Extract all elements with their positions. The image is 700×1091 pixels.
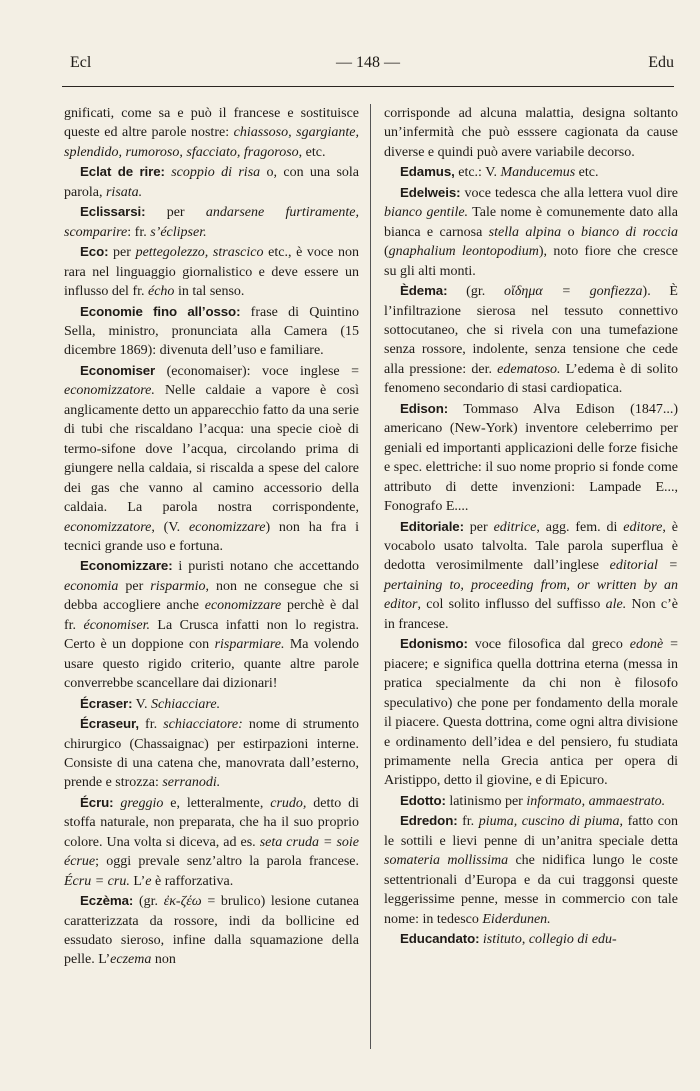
entry-text: Tale nome è comunemente dato alla bianca e carnosa xyxy=(384,205,678,240)
entry-headword: Écru: xyxy=(80,794,114,810)
entry-text: ( xyxy=(384,244,389,260)
running-head-right: Edu xyxy=(648,54,674,71)
italic-text: économiser. xyxy=(83,617,150,633)
entry-headword: Editoriale: xyxy=(400,518,464,534)
entry-text: per xyxy=(145,205,206,221)
italic-text: risparmiare. xyxy=(214,637,285,653)
italic-text: collegio di edu- xyxy=(528,932,617,948)
entry-text: , non ne consegue che si debba accogliere anche xyxy=(64,578,359,614)
running-head-left: Ecl xyxy=(70,54,92,71)
page-header xyxy=(62,50,674,76)
italic-text: serranodi. xyxy=(162,775,221,791)
entry-text: voce tedesca che alla lettera vuol dire xyxy=(460,185,678,201)
dictionary-entry xyxy=(384,162,678,182)
dictionary-entry xyxy=(384,811,678,929)
italic-text: seta cruda = soie écrue xyxy=(64,834,360,870)
entry-headword: Educandato: xyxy=(400,931,480,947)
italic-text: crudo, xyxy=(270,795,307,811)
left-column xyxy=(64,104,359,970)
entry-headword: Eclissarsi: xyxy=(80,204,146,220)
entry-text: ) non ha fra i tecnici grande uso e fortuna. xyxy=(64,519,360,554)
entry-continuation xyxy=(64,104,359,162)
entry-text: ). È l’infiltrazione sierosa nel tessuto connettivo sottocutaneo, che si rivela con una tumefazione senza rossore, indolente, senza tensione che cede alla pressione: der. xyxy=(384,284,678,377)
entry-text: (gr. xyxy=(447,284,504,300)
italic-text: economizzare xyxy=(188,519,266,535)
entry-text: L’ xyxy=(129,873,146,889)
dictionary-entry xyxy=(64,714,359,793)
italic-text: somateria mollissima xyxy=(384,853,509,869)
italic-text: bianco gentile. xyxy=(384,205,469,221)
dictionary-entry xyxy=(64,891,359,970)
italic-text: ale. xyxy=(605,597,627,613)
italic-text: schiacciatore: xyxy=(163,717,243,733)
dictionary-entry xyxy=(384,791,678,811)
entry-headword: Eczèma: xyxy=(80,893,134,909)
entry-headword: Edison: xyxy=(400,400,449,416)
italic-text: economia xyxy=(64,578,119,594)
entry-text: fr. xyxy=(138,717,164,733)
dictionary-entry xyxy=(64,694,359,714)
entry-text: : fr. xyxy=(127,224,151,240)
entry-text: o, con una sola parola, xyxy=(64,165,360,200)
entry-text: per xyxy=(108,245,136,261)
entry-headword: Economizzare: xyxy=(80,558,173,574)
entry-text: perchè è dal fr. xyxy=(64,598,359,633)
italic-text: gnaphalium leontopodium xyxy=(388,244,539,260)
header-rule xyxy=(62,86,674,87)
entry-text: per xyxy=(463,519,494,535)
entry-text: , agg. fem. di xyxy=(536,519,624,535)
entry-text: , etc. xyxy=(298,144,326,160)
italic-text: bianco di roccia xyxy=(580,224,678,240)
italic-text: editorial = pertaining to, proceeding from, or written by an editor xyxy=(384,558,679,613)
entry-text: , col solito influsso del suffisso xyxy=(417,597,606,613)
column-divider xyxy=(370,104,371,1049)
dictionary-entry xyxy=(64,242,359,301)
italic-text: edonè xyxy=(629,637,664,653)
dictionary-entry xyxy=(384,399,678,517)
entry-text: gnificati, come sa e può il francese e sostituisce queste ed altre parole nostre: xyxy=(64,106,359,141)
italic-text: Écru = cru. xyxy=(64,873,130,889)
entry-text: V. xyxy=(132,696,151,712)
italic-text: editrice xyxy=(493,519,537,535)
italic-text: economizzare xyxy=(204,598,282,614)
entry-text: ; oggi prevale senz’altro la parola francese. xyxy=(95,854,359,870)
entry-text: etc., è voce non rara nel linguaggio giornalistico e deve essere un influsso del fr. xyxy=(64,245,359,300)
entry-text: (economaiser): voce inglese = xyxy=(155,363,359,379)
italic-text: οἴδημα = gonfiezza xyxy=(503,284,643,300)
italic-text: stella alpina xyxy=(488,224,562,240)
entry-text: (gr. xyxy=(133,894,164,910)
dictionary-entry xyxy=(64,556,359,693)
entry-text: nome di strumento chirurgico (Chassaignac) per estirpazioni interne. Consiste di una catena che, manovrata dall’esterno, prende e strozza: xyxy=(64,717,359,791)
italic-text: editore xyxy=(623,519,663,535)
entry-text: L’edema è di solito fenomeno secondario di stasi cardiopatica. xyxy=(384,361,678,397)
italic-text: ammaestrato. xyxy=(588,793,666,809)
entry-text: , xyxy=(581,793,589,809)
italic-text: chiassoso, sgargiante, splendido, rumoroso, sfacciato, fragoroso xyxy=(64,125,359,160)
entry-text: fr. xyxy=(457,814,479,830)
entry-headword: Èdema: xyxy=(400,283,448,299)
entry-headword: Edredon: xyxy=(400,813,458,829)
entry-headword: Edelweis: xyxy=(400,184,461,200)
entry-text: o xyxy=(561,224,581,240)
dictionary-entry xyxy=(64,202,359,242)
dictionary-entry xyxy=(64,361,359,557)
entry-text: , (V. xyxy=(151,519,189,535)
entry-headword: Eco: xyxy=(80,244,109,260)
italic-text: pettegolezzo, strascico xyxy=(135,245,264,261)
italic-text: istituto xyxy=(482,932,522,948)
entry-text: è rafforzativa. xyxy=(151,873,234,889)
entry-headword: Edamus, xyxy=(400,164,455,180)
entry-text: latinismo per xyxy=(445,793,527,809)
italic-text: piuma, cuscino di piuma xyxy=(478,814,620,830)
entry-text: che nidifica lungo le coste settentrionali d’Europa e da cui traggonsi queste leggerissime penne, messe in commercio con tale nome: in tedesco xyxy=(384,853,678,927)
right-column xyxy=(384,104,678,949)
italic-text: risparmio xyxy=(150,578,206,594)
page-number: — 148 — xyxy=(336,54,400,71)
entry-headword: Economie fino all’osso: xyxy=(80,303,241,319)
dictionary-entry xyxy=(64,162,359,202)
italic-text: s’éclipser. xyxy=(150,224,207,240)
dictionary-entry xyxy=(384,517,678,635)
entry-text: , è vocabolo usato talvolta. Tale parola superflua è dedotta verosimilmente dall’inglese xyxy=(384,519,678,574)
entry-text: etc. xyxy=(575,165,599,181)
entry-text: corrisponde ad alcuna malattia, designa soltanto un’infermità che può esssere cagionata da cause diverse e quindi può avere variabile decorso. xyxy=(384,106,678,160)
dictionary-entry xyxy=(64,793,359,891)
dictionary-entry xyxy=(64,302,359,361)
italic-text: Eiderdunen. xyxy=(482,911,551,927)
entry-text: La Crusca infatti non lo registra. Certo è un doppione con xyxy=(64,617,359,653)
italic-text: e xyxy=(145,873,152,889)
entry-text: , fatto con le sottili e lievi penne di un’anitra speciale detta xyxy=(384,814,678,849)
entry-text: ), noto fiore che cresce su gli alti monti. xyxy=(384,244,678,279)
italic-text: economizzatore xyxy=(64,519,152,535)
italic-text: economizzatore. xyxy=(64,383,155,399)
entry-text: etc.: V. xyxy=(454,165,501,181)
italic-text: risata. xyxy=(105,184,143,200)
entry-text: frase di Quintino Sella, ministro, pronunciata alla Camera (15 dicembre 1869): divenuta dell’uso e familiare. xyxy=(64,304,359,359)
italic-text: edematoso. xyxy=(497,361,561,377)
italic-text: greggio xyxy=(120,795,164,811)
entry-continuation xyxy=(384,104,678,162)
entry-text: non xyxy=(151,952,176,968)
entry-headword: Edotto: xyxy=(400,792,446,808)
italic-text: Manducemus xyxy=(500,165,576,181)
dictionary-entry xyxy=(384,634,678,791)
entry-text: Tommaso Alva Edison (1847...) americano (New-York) inventore celeberrimo per geniali ed importanti applicazioni delle forze fisiche e spec. elettriche: il suo nome proprio si fonde come attributo di dette invenzioni: Lampade E..., Fonografo E.... xyxy=(384,401,678,515)
italic-text: informato xyxy=(526,793,582,809)
dictionary-entry xyxy=(384,281,678,399)
entry-text: = brulico) lesione cutanea caratterizzata da rossore, indi da bollicine ed essudato sieroso, infine dalla squamazione della pelle. L’ xyxy=(64,894,359,968)
italic-text: écho xyxy=(148,284,175,300)
dictionary-entry xyxy=(384,929,678,949)
dictionary-entry xyxy=(384,183,678,281)
entry-text: detto di stoffa naturale, non preparata, che ha il suo proprio colore. Una volta si diceva, ad es. xyxy=(64,795,360,850)
entry-headword: Écraser: xyxy=(80,695,133,711)
entry-text: Nelle caldaie a vapore è così anglicamente detto un apparecchio fatto da una serie di tubi che riscaldano l’acqua: una specie cioè di termo-sifone dove l’acqua, circolando prima di giungere nella caldaia, si riscalda a spese del calore dei gas che vanno al camino accessorio della caldaia. La parola nostra corrispondente, xyxy=(64,383,359,516)
italic-text: andarsene furtiramente, scomparire xyxy=(64,205,359,240)
entry-headword: Edonismo: xyxy=(400,636,468,652)
italic-text: ἐκ-ζέω xyxy=(163,894,202,910)
entry-text: voce filosofica dal greco xyxy=(467,637,630,653)
entry-headword: Écraseur, xyxy=(80,716,139,732)
entry-headword: Eclat de rire: xyxy=(80,164,165,180)
italic-text: eczema xyxy=(110,952,152,968)
entry-text: in tal senso. xyxy=(174,284,245,300)
entry-text: Non c’è in francese. xyxy=(384,597,679,632)
entry-text: , xyxy=(521,932,529,948)
entry-text: i puristi notano che accettando xyxy=(172,559,359,575)
italic-text: Schiacciare. xyxy=(151,696,221,712)
entry-headword: Economiser xyxy=(80,362,156,378)
entry-text: Ma volendo usare questo rigido criterio, quante altre parole converrebbe scancellare dai dizionari! xyxy=(64,637,360,692)
entry-text: e, letteralmente, xyxy=(163,795,271,811)
italic-text: scoppio di risa xyxy=(171,165,261,181)
entry-text: = piacere; e significa quella dottrina eterna (messa in pratica specialmente da chi non è filosofo speculativo) che pone per fondamento della morale il piacere. Questa dottrina, come ogni altra divisione e ordinamento dell’idea e del pensiero, fu studiata primamente nella Grecia antica per opera di Aristippo, detto il giovine, e di Epicuro. xyxy=(384,637,678,789)
entry-text: per xyxy=(118,578,151,594)
